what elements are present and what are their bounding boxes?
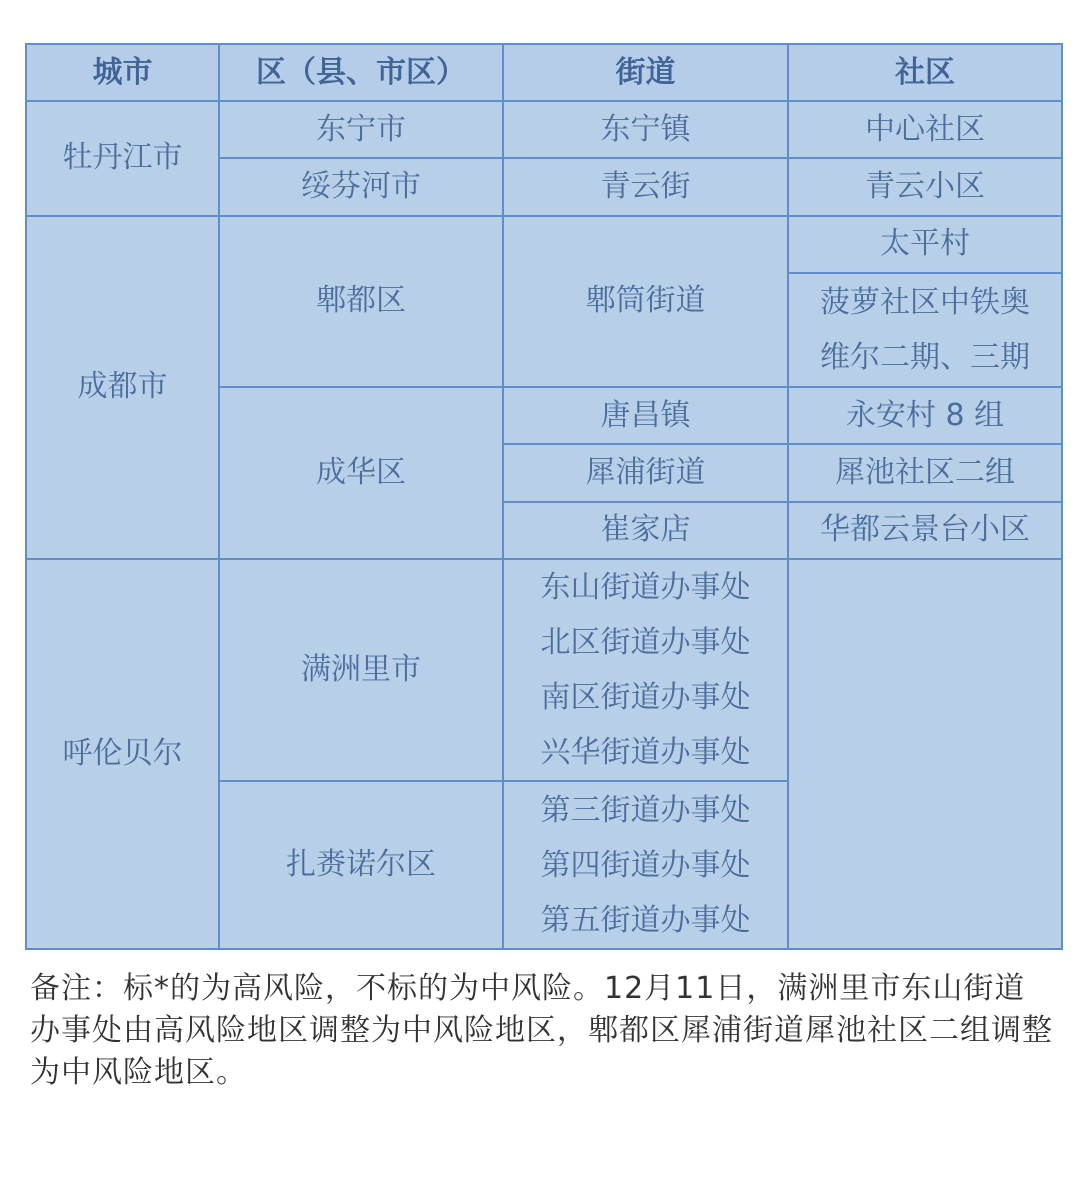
street-cell-multiline — [503, 781, 788, 949]
street-cell: 崔家店 — [503, 502, 788, 559]
community-cell-empty — [788, 559, 1062, 949]
community-cell: 永安村 8 组 — [788, 387, 1062, 444]
street-line: 兴华街道办事处 — [540, 735, 751, 771]
street-cell: 青云街 — [503, 158, 788, 215]
header-city: 城市 — [26, 44, 219, 101]
street-line: 南区街道办事处 — [540, 680, 751, 716]
district-cell: 郫都区 — [219, 216, 503, 388]
district-cell: 成华区 — [219, 387, 503, 559]
district-cell: 扎赉诺尔区 — [219, 781, 503, 949]
community-cell: 太平村 — [788, 216, 1062, 273]
community-line: 菠萝社区中铁奥 — [820, 284, 1030, 320]
street-cell-multiline — [503, 559, 788, 782]
street-line: 东山街道办事处 — [540, 570, 751, 606]
community-line: 维尔二期、三期 — [820, 339, 1030, 375]
risk-area-table — [25, 43, 1063, 950]
community-cell-multiline — [788, 273, 1062, 387]
district-cell: 绥芬河市 — [219, 158, 503, 215]
street-line: 第三街道办事处 — [540, 792, 751, 828]
street-cell: 郫筒街道 — [503, 216, 788, 388]
header-street: 街道 — [503, 44, 788, 101]
street-line: 北区街道办事处 — [540, 625, 751, 661]
street-line: 第四街道办事处 — [540, 847, 751, 883]
city-cell-mudanjiang: 牡丹江市 — [26, 101, 219, 215]
community-cell: 犀池社区二组 — [788, 444, 1062, 501]
header-row — [26, 44, 1062, 101]
header-community: 社区 — [788, 44, 1062, 101]
table-row — [26, 216, 1062, 273]
community-cell: 中心社区 — [788, 101, 1062, 158]
district-cell: 满洲里市 — [219, 559, 503, 782]
table-row — [26, 101, 1062, 158]
district-cell: 东宁市 — [219, 101, 503, 158]
street-cell: 东宁镇 — [503, 101, 788, 158]
street-cell: 唐昌镇 — [503, 387, 788, 444]
table-row — [26, 559, 1062, 782]
header-district: 区（县、市区） — [219, 44, 503, 101]
street-line: 第五街道办事处 — [540, 902, 751, 938]
community-cell: 青云小区 — [788, 158, 1062, 215]
street-cell: 犀浦街道 — [503, 444, 788, 501]
city-cell-hulunbuir: 呼伦贝尔 — [26, 559, 219, 949]
city-cell-chengdu: 成都市 — [26, 216, 219, 559]
community-cell: 华都云景台小区 — [788, 502, 1062, 559]
footnote: 备注：标*的为高风险，不标的为中风险。12月11日，满洲里市东山街道办事处由高风险地区调整为中风险地区，郫都区犀浦街道犀池社区二组调整为中风险地区。 — [30, 971, 1053, 1090]
